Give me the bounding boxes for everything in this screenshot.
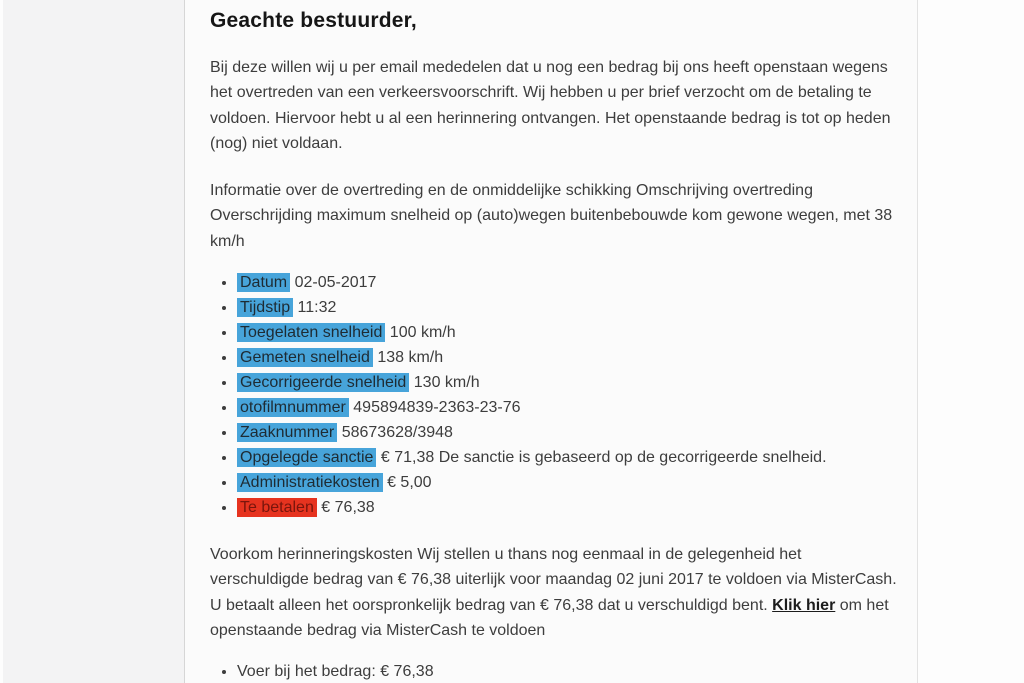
detail-label: Gemeten snelheid: [237, 348, 373, 367]
detail-value: 138 km/h: [377, 349, 444, 367]
detail-label: Tijdstip: [237, 298, 293, 317]
detail-item-opgelegde-sanctie: [237, 445, 897, 470]
detail-label: Te betalen: [237, 498, 317, 517]
left-margin: [0, 0, 185, 683]
intro-paragraph: Bij deze willen wij u per email mededelen dat u nog een bedrag bij ons heeft openstaan wegens het overtreden van een verkeersvoorschrift. Wij hebben u per brief verzocht om de betaling te voldoen. Hiervoor hebt u al een herinnering ontvangen. Het openstaande bedrag is tot op heden (nog) niet voldaan.: [210, 59, 891, 152]
payment-text-after: om het openstaande bedrag via MisterCash te voldoen: [210, 596, 889, 639]
greeting-heading: Geachte bestuurder,: [210, 9, 417, 32]
detail-label: otofilmnummer: [237, 398, 349, 417]
detail-value: 495894839-2363-23-76: [353, 399, 521, 417]
offense-description-paragraph: Informatie over de overtreding en de onmiddelijke schikking Omschrijving overtreding Overschrijding maximum snelheid op (auto)wegen buitenbebouwde kom gewone wegen, met 38 km/h: [210, 182, 893, 250]
detail-value: 58673628/3948: [341, 424, 453, 442]
detail-value: € 76,38: [321, 499, 375, 517]
detail-label: Zaaknummer: [237, 423, 337, 442]
violation-details-list: [210, 270, 897, 520]
payment-text-before: Voorkom herinneringskosten Wij stellen u thans nog eenmaal in de gelegenheid het verschuldigde bedrag van € 76,38 uiterlijk voor maandag 02 juni 2017 te voldoen via MisterCash. U betaalt alleen het oorspronkelijk bedrag van € 76,38 dat u verschuldigd bent.: [210, 546, 897, 614]
detail-label: Datum: [237, 273, 290, 292]
payment-amount-text: Voer bij het bedrag: € 76,38: [237, 663, 434, 681]
payment-amount-list: [210, 659, 897, 683]
detail-value: 100 km/h: [389, 324, 456, 342]
payment-instruction-paragraph: [210, 542, 897, 643]
detail-item-fotofilmnummer: [237, 395, 897, 420]
right-margin: [918, 0, 1024, 683]
detail-item-zaaknummer: [237, 420, 897, 445]
detail-label: Toegelaten snelheid: [237, 323, 385, 342]
pay-link[interactable]: Klik hier: [772, 596, 836, 614]
detail-label: Opgelegde sanctie: [237, 448, 376, 467]
detail-item-gecorrigeerde-snelheid: [237, 370, 897, 395]
detail-value: 130 km/h: [413, 374, 480, 392]
detail-value: 02-05-2017: [294, 274, 377, 292]
email-body: [185, 0, 918, 683]
detail-item-administratiekosten: [237, 470, 897, 495]
detail-value: € 5,00: [387, 474, 432, 492]
payment-amount-item: [237, 659, 897, 683]
detail-value: 11:32: [297, 299, 337, 317]
detail-item-datum: [237, 270, 897, 295]
detail-item-te-betalen: [237, 495, 897, 520]
detail-label: Gecorrigeerde snelheid: [237, 373, 409, 392]
detail-item-gemeten-snelheid: [237, 345, 897, 370]
detail-label: Administratiekosten: [237, 473, 383, 492]
detail-value: € 71,38 De sanctie is gebaseerd op de gecorrigeerde snelheid.: [380, 449, 827, 467]
detail-item-toegelaten-snelheid: [237, 320, 897, 345]
detail-item-tijdstip: [237, 295, 897, 320]
